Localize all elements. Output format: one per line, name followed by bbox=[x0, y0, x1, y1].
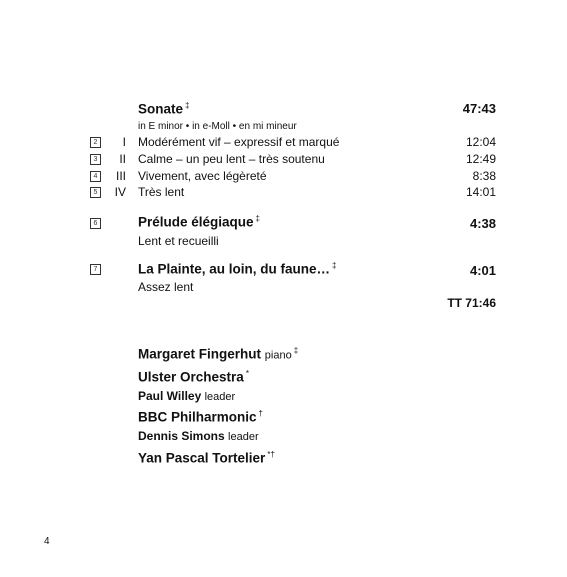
performer-fingerhut: Margaret Fingerhut piano ‡ bbox=[138, 346, 299, 362]
page-number: 4 bbox=[44, 536, 50, 547]
work-subtitle-sonate: in E minor • in e-Moll • en mi mineur bbox=[138, 121, 297, 132]
work-subtitle-plainte: Assez lent bbox=[138, 280, 194, 294]
movement-duration: 12:04 bbox=[465, 135, 496, 149]
movement-title: Vivement, avec légèreté bbox=[138, 169, 267, 183]
track-box: 7 bbox=[90, 264, 101, 275]
track-box: 6 bbox=[90, 218, 101, 229]
performer-simons: Dennis Simons leader bbox=[138, 429, 259, 443]
work-duration-sonate: 47:43 bbox=[462, 101, 496, 116]
movement-duration: 14:01 bbox=[465, 185, 496, 199]
movement-duration: 12:49 bbox=[465, 152, 496, 166]
work-duration-plainte: 4:01 bbox=[469, 263, 496, 278]
track-box: 5 bbox=[90, 187, 101, 198]
performer-bbc-philharmonic: BBC Philharmonic † bbox=[138, 409, 263, 425]
movement-numeral: IV bbox=[114, 185, 126, 199]
work-title-prelude: Prélude élégiaque ‡ bbox=[138, 214, 260, 230]
performer-tortelier: Yan Pascal Tortelier *† bbox=[138, 450, 275, 466]
track-box: 3 bbox=[90, 154, 101, 165]
track-box: 4 bbox=[90, 171, 101, 182]
movement-numeral: I bbox=[122, 135, 126, 149]
movement-title: Modérément vif – expressif et marqué bbox=[138, 135, 340, 149]
performer-ulster-orchestra: Ulster Orchestra * bbox=[138, 369, 249, 385]
work-title-plainte: La Plainte, au loin, du faune… ‡ bbox=[138, 261, 337, 277]
work-title-sonate: Sonate ‡ bbox=[138, 101, 190, 117]
movement-numeral: III bbox=[115, 169, 126, 183]
movement-duration: 8:38 bbox=[472, 169, 496, 183]
movement-numeral: II bbox=[119, 152, 126, 166]
movement-title: Calme – un peu lent – très soutenu bbox=[138, 152, 325, 166]
work-subtitle-prelude: Lent et recueilli bbox=[138, 234, 219, 248]
track-box: 2 bbox=[90, 137, 101, 148]
performer-willey: Paul Willey leader bbox=[138, 389, 236, 403]
work-duration-prelude: 4:38 bbox=[469, 216, 496, 231]
movement-title: Très lent bbox=[138, 185, 185, 199]
total-time: TT 71:46 bbox=[447, 296, 496, 310]
